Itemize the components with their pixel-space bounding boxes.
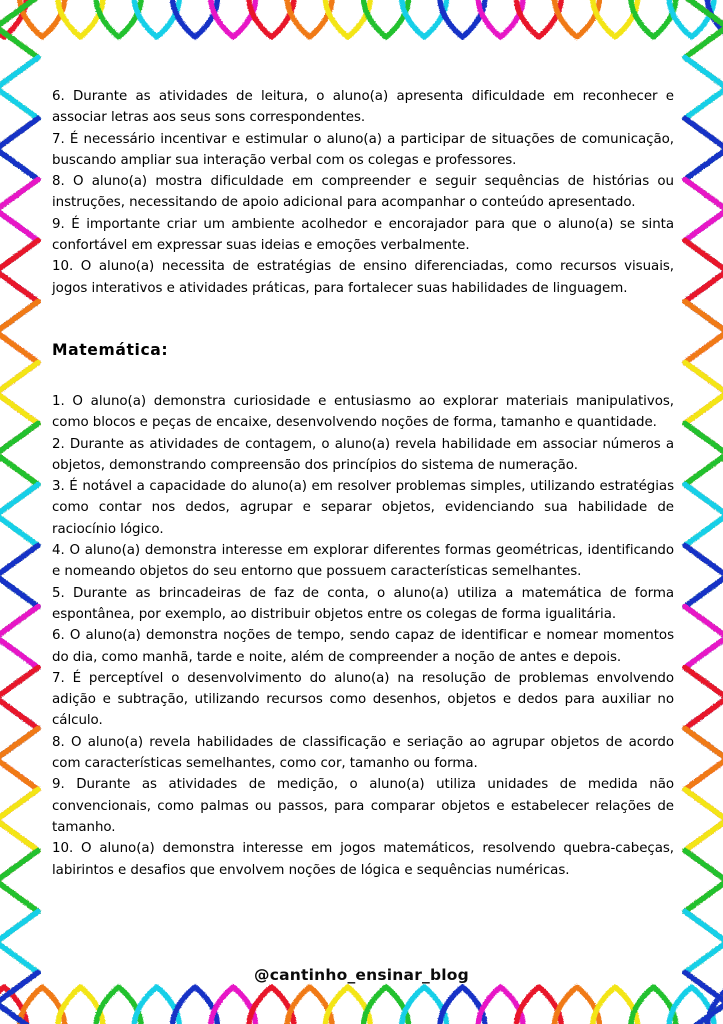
math-item-8: 8. O aluno(a) revela habilidades de classificação e seriação ao agrupar objetos de acordo com características semelhantes, como cor, tamanho ou forma.	[52, 734, 674, 772]
language-item-7: 7. É necessário incentivar e estimular o aluno(a) a participar de situações de comunicação, buscando ampliar sua interação verbal com os colegas e professores.	[52, 131, 674, 168]
section-spacer-above	[52, 299, 674, 339]
left-border-decoration	[0, 0, 52, 1024]
document-body	[52, 86, 674, 946]
math-item-6: 6. O aluno(a) demonstra noções de tempo, sendo capaz de identificar e nomear momentos do dia, como manhã, tarde e noite, além de compreender a noção de antes e depois.	[52, 628, 674, 665]
math-item-9: 9. Durante as atividades de medição, o aluno(a) utiliza unidades de medida não convencionais, como palmas ou passos, para comparar objetos e estabelecer relações de tamanho.	[52, 777, 674, 835]
math-item-4: 4. O aluno(a) demonstra interesse em explorar diferentes formas geométricas, identificando e nomeando objetos do seu entorno que possuem características semelhantes.	[52, 543, 674, 580]
math-section-heading: Matemática:	[52, 340, 169, 359]
math-item-10: 10. O aluno(a) demonstra interesse em jogos matemáticos, resolvendo quebra-cabeças, labirintos e desafios que envolvem noções de lógica e sequências numéricas.	[52, 841, 674, 878]
math-item-7: 7. É perceptível o desenvolvimento do aluno(a) na resolução de problemas envolvendo adição e subtração, utilizando recursos como desenhos, objetos e dedos para auxiliar no cálculo.	[52, 670, 674, 729]
language-item-6: 6. Durante as atividades de leitura, o aluno(a) apresenta dificuldade em reconhecer e associar letras aos seus sons correspondentes.	[52, 89, 674, 126]
right-border-decoration	[671, 0, 723, 1024]
top-border-decoration	[0, 0, 723, 58]
blog-handle-footer: @cantinho_ensinar_blog	[254, 966, 469, 984]
math-item-2: 2. Durante as atividades de contagem, o aluno(a) revela habilidade em associar números a objetos, demonstrando compreensão dos princípios do sistema de numeração.	[52, 436, 674, 473]
math-item-1: 1. O aluno(a) demonstra curiosidade e entusiasmo ao explorar materiais manipulativos, como blocos e peças de encaixe, desenvolvendo noções de forma, tamanho e quantidade.	[52, 393, 674, 431]
section-spacer-below	[52, 361, 674, 391]
language-item-9: 9. É importante criar um ambiente acolhedor e encorajador para que o aluno(a) se sinta confortável em expressar suas ideias e emoções verbalmente.	[52, 216, 674, 254]
language-item-10: 10. O aluno(a) necessita de estratégias de ensino diferenciadas, como recursos visuais, jogos interativos e atividades práticas, para fortalecer suas habilidades de linguagem.	[52, 259, 674, 296]
math-item-3: 3. É notável a capacidade do aluno(a) em resolver problemas simples, utilizando estratégias como contar nos dedos, agrupar e separar objetos, evidenciando sua habilidade de raciocínio lógico.	[52, 479, 674, 537]
language-item-8: 8. O aluno(a) mostra dificuldade em compreender e seguir sequências de histórias ou instruções, necessitando de apoio adicional para acompanhar o conteúdo apresentado.	[52, 174, 674, 211]
math-item-5: 5. Durante as brincadeiras de faz de conta, o aluno(a) utiliza a matemática de forma espontânea, por exemplo, ao distribuir objetos entre os colegas de forma igualitária.	[52, 585, 674, 622]
